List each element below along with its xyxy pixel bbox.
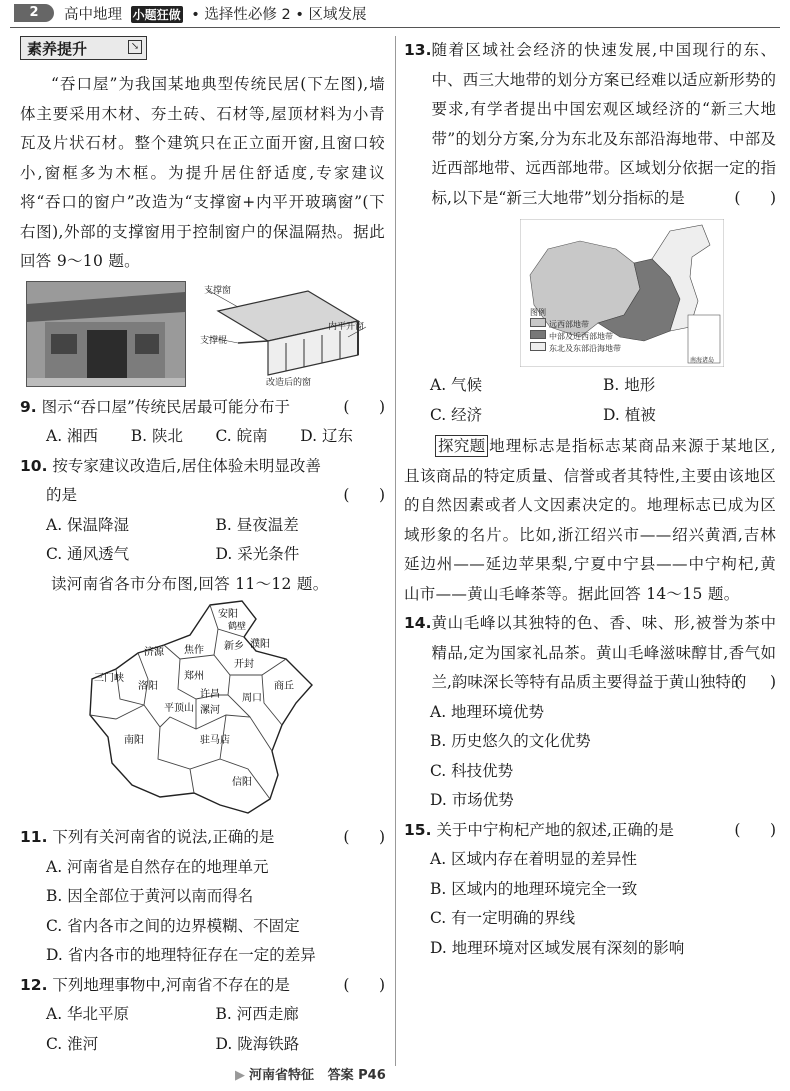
- q9-bracket: ( ): [343, 397, 385, 416]
- q12-option-d: D. 陇海铁路: [215, 1034, 300, 1053]
- q11-option-b: B. 因全部位于黄河以南而得名: [46, 887, 254, 905]
- city-label: 信阳: [232, 777, 252, 788]
- q11-option-a: A. 河南省是自然存在的地理单元: [46, 857, 269, 876]
- inset-label: 南海诸岛: [690, 357, 715, 364]
- q14-options: [404, 698, 776, 816]
- q9-stem: 图示“吞口屋”传统民居最可能分布于: [41, 397, 290, 416]
- q10-option-b: B. 昼夜温差: [215, 515, 299, 534]
- city-label: 三门峡: [94, 673, 124, 684]
- q14-option-a: A. 地理环境优势: [430, 702, 545, 721]
- city-label: 新乡: [224, 641, 244, 652]
- q12-bracket: ( ): [343, 975, 385, 994]
- q9-options: [20, 422, 385, 452]
- q10-stem-cont: 的是: [46, 486, 78, 504]
- city-label: 平顶山: [164, 703, 194, 714]
- q11-options: [20, 853, 385, 971]
- question-13: [404, 36, 776, 213]
- question-14: [404, 609, 776, 698]
- q15-option-d: D. 地理环境对区域发展有深刻的影响: [430, 938, 685, 957]
- house-figure: [20, 281, 385, 393]
- city-label: 焦作: [184, 645, 204, 656]
- page-number: 2: [14, 4, 54, 22]
- q11-option-d: D. 省内各市的地理特征存在一定的差异: [46, 946, 316, 964]
- city-label: 许昌: [200, 689, 220, 700]
- q9-option-a: A. 湘西: [46, 427, 99, 445]
- q15-number: 15.: [404, 820, 432, 839]
- legend-title: 图例: [530, 308, 546, 317]
- q13-option-a: A. 气候: [430, 376, 483, 394]
- q13-option-d: D. 植被: [603, 405, 656, 424]
- q15-option-c: C. 有一定明确的界线: [430, 909, 576, 927]
- arrow-icon: ↘: [128, 40, 142, 54]
- city-label: 郑州: [184, 671, 204, 682]
- city-label: 济源: [144, 647, 164, 658]
- explore-text: 地理标志是指标志某商品来源于某地区,且该商品的特定质量、信誉或者其特性,主要由该地区的自然因素或者人文因素决定的。地理标志已成为区域形象的名片。比如,浙江绍兴市——绍兴黄酒,吉林延边州——延边苹果梨,宁夏中宁县——中宁枸杞,黄山市——黄山毛峰茶等。据此回答 14～15 题。: [404, 437, 776, 603]
- q12-option-c: C. 淮河: [46, 1034, 99, 1053]
- label-support-window: 支撑窗: [204, 285, 232, 296]
- q10-stem: 按专家建议改造后,居住体验未明显改善: [52, 456, 321, 475]
- label-support-rod: 支撑棍: [200, 335, 228, 346]
- city-label: 驻马店: [200, 735, 230, 746]
- q14-option-c: C. 科技优势: [430, 761, 514, 780]
- q12-number: 12.: [20, 975, 48, 994]
- city-label: 安阳: [218, 609, 238, 620]
- q13-bracket: ( ): [734, 188, 776, 207]
- city-label: 南阳: [124, 735, 144, 746]
- q9-option-d: D. 辽东: [300, 427, 353, 445]
- question-10: [20, 452, 385, 511]
- city-label: 漯河: [200, 705, 220, 716]
- footer-topic: 河南省特征: [249, 1068, 315, 1083]
- intro-paragraph: “吞口屋”为我国某地典型传统民居(下左图),墙体主要采用木材、夯土砖、石材等,屋顶材料为小青瓦及片状石材。整个建筑只在正立面开窗,且窗口较小,窗框多为木框。为提升居住舒适度,专家建议将“吞口的窗户”改造为“支撑窗+内平开玻璃窗”(下右图),外部的支撑窗用于控制窗户的保温隔热。据此回答 9～10 题。: [20, 75, 385, 270]
- q14-number: 14.: [404, 614, 432, 632]
- question-11: [20, 823, 385, 853]
- q11-number: 11.: [20, 828, 48, 846]
- section-tag: [20, 36, 147, 60]
- city-label: 洛阳: [138, 681, 158, 692]
- q13-number: 13.: [404, 41, 432, 59]
- q10-options: [20, 511, 385, 570]
- q11-stem: 下列有关河南省的说法,正确的是: [52, 828, 275, 846]
- column-divider: [395, 36, 396, 1066]
- footer-answer: 答案 P46: [327, 1068, 386, 1083]
- map-legend: [530, 307, 621, 354]
- q14-option-b: B. 历史悠久的文化优势: [430, 732, 591, 750]
- q15-option-a: A. 区域内存在着明显的差异性: [430, 850, 638, 868]
- q13-options: [404, 371, 776, 430]
- header-text: [64, 3, 367, 24]
- header-subject: 高中地理: [64, 7, 122, 23]
- q11-option-c: C. 省内各市之间的边界模糊、不固定: [46, 916, 300, 935]
- question-9: [20, 393, 385, 423]
- city-label: 鹤壁: [228, 622, 247, 632]
- legend-item: 东北及东部沿海地带: [549, 344, 621, 353]
- left-column: [20, 36, 385, 1059]
- section-tag-label: 素养提升: [27, 40, 88, 58]
- q12-option-b: B. 河西走廊: [215, 1005, 299, 1023]
- city-label: 商丘: [274, 681, 294, 692]
- house-photo: [26, 281, 186, 387]
- question-12: [20, 971, 385, 1001]
- right-column: [404, 36, 776, 963]
- city-label: 周口: [242, 693, 262, 704]
- q13-option-b: B. 地形: [603, 376, 656, 394]
- explore-label: 探究题: [435, 435, 488, 457]
- q13-option-c: C. 经济: [430, 405, 483, 424]
- figure-caption: 改造后的窗: [266, 377, 312, 388]
- page-header: [0, 0, 790, 28]
- q9-number: 9.: [20, 397, 37, 416]
- question-15: [404, 816, 776, 846]
- q14-option-d: D. 市场优势: [430, 791, 514, 809]
- header-book: • 选择性必修 2 • 区域发展: [191, 7, 367, 23]
- q10-bracket: ( ): [343, 486, 385, 504]
- q13-stem: 随着区域社会经济的快速发展,中国现行的东、中、西三大地带的划分方案已经难以适应新形势的要求,有学者提出中国宏观区域经济的“新三大地带”的划分方案,分为东北及东部沿海地带、中部及近西部地带、远西部地带。区域划分依据一定的指标,以下是“新三大地带”划分指标的是: [431, 41, 776, 207]
- q14-stem: 黄山毛峰以其独特的色、香、味、形,被誉为茶中精品,定为国家礼品茶。黄山毛峰滋味醇甘,香气如兰,韵味深长等特有品质主要得益于黄山独特的: [431, 614, 776, 691]
- map-intro: 读河南省各市分布图,回答 11～12 题。: [51, 574, 329, 593]
- china-map: [404, 219, 776, 369]
- q9-option-c: C. 皖南: [215, 427, 268, 445]
- q15-option-b: B. 区域内的地理环境完全一致: [430, 879, 638, 898]
- q12-options: [20, 1000, 385, 1059]
- legend-item: 中部及近西部地带: [549, 332, 613, 341]
- brand-logo: 小题狂做: [132, 8, 181, 22]
- henan-map: [20, 599, 385, 823]
- q9-option-b: B. 陕北: [130, 427, 183, 445]
- q10-option-c: C. 通风透气: [46, 545, 130, 563]
- label-inward-window: 内平开窗: [328, 321, 365, 332]
- q10-number: 10.: [20, 456, 48, 475]
- city-label: 濮阳: [250, 639, 270, 650]
- q12-option-a: A. 华北平原: [46, 1005, 130, 1023]
- legend-item: 远西部地带: [549, 320, 589, 329]
- triangle-icon: ▶: [235, 1068, 245, 1083]
- q15-stem: 关于中宁枸杞产地的叙述,正确的是: [436, 820, 674, 839]
- page-footer: [235, 1064, 386, 1083]
- explore-paragraph: [404, 432, 776, 609]
- q11-bracket: ( ): [343, 828, 385, 846]
- q14-bracket: ( ): [734, 673, 776, 691]
- q15-options: [404, 845, 776, 963]
- q10-option-d: D. 采光条件: [215, 545, 300, 563]
- q12-stem: 下列地理事物中,河南省不存在的是: [52, 975, 290, 994]
- q15-bracket: ( ): [734, 820, 776, 839]
- header-rule: [10, 27, 780, 28]
- city-label: 开封: [234, 659, 254, 670]
- q10-option-a: A. 保温降湿: [46, 515, 130, 534]
